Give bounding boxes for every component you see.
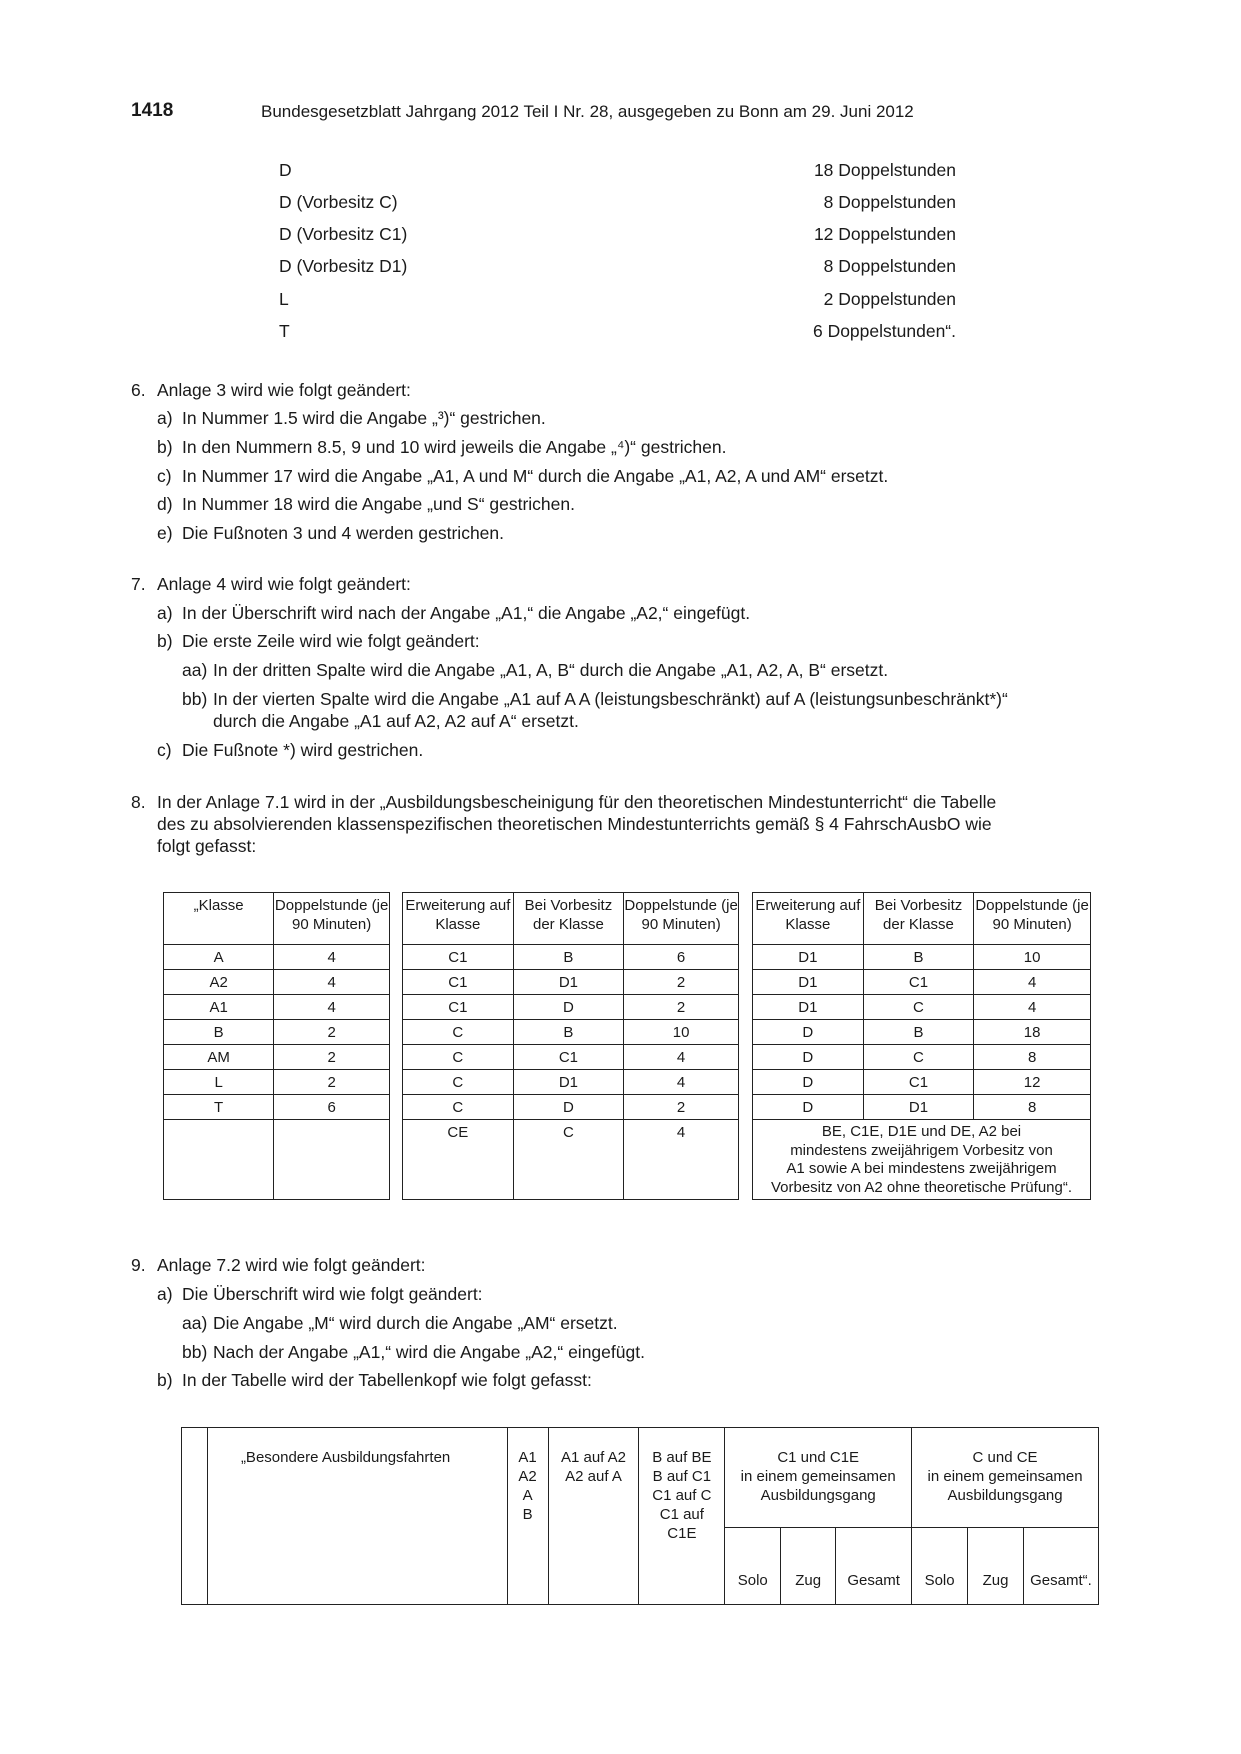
item-number: 6. xyxy=(131,380,146,400)
item-number: 9. xyxy=(131,1255,146,1275)
table-cell: 4 xyxy=(624,1045,739,1070)
table-cell: 2 xyxy=(624,1095,739,1120)
list-item-value: 12 Doppelstunden xyxy=(813,224,956,244)
table-cell: D xyxy=(513,1095,624,1120)
table-cell: C1 xyxy=(403,945,514,970)
sub-text: In der Überschrift wird nach der Angabe „A1,“ die Angabe „A2,“ eingefügt. xyxy=(182,603,751,623)
table-header-line: A1 auf A2 xyxy=(560,1449,627,1466)
table-cell: C1 xyxy=(403,970,514,995)
class-double-lessons-table xyxy=(163,892,390,1200)
table-subheader: Gesamt xyxy=(836,1528,912,1605)
sub-label: b) xyxy=(157,1370,173,1390)
table-header-line: A2 auf A xyxy=(565,1468,622,1485)
table-cell: 4 xyxy=(974,995,1091,1020)
table-cell: 2 xyxy=(624,970,739,995)
table-cell: D1 xyxy=(863,1095,974,1120)
page-number: 1418 xyxy=(131,100,174,121)
subsub-text: durch die Angabe „A1 auf A2, A2 auf A“ ersetzt. xyxy=(213,711,579,731)
item-number: 8. xyxy=(131,792,146,812)
table-cell: 12 xyxy=(974,1070,1091,1095)
table-subheader: Zug xyxy=(781,1528,836,1605)
table-cell: 2 xyxy=(624,995,739,1020)
table-cell: 4 xyxy=(624,1070,739,1095)
list-item-class: L xyxy=(279,289,289,309)
table-header: Erweiterung auf Klasse xyxy=(753,893,864,945)
item-text-line: des zu absolvierenden klassenspezifischen theoretischen Mindestunterrichts gemäß § 4 FahrschAusbO wie xyxy=(157,814,992,834)
table-cell: C xyxy=(863,995,974,1020)
item-text: Anlage 4 wird wie folgt geändert: xyxy=(157,574,411,594)
list-item-class: D (Vorbesitz C) xyxy=(279,192,398,212)
table-cell: A xyxy=(164,945,274,970)
subsub-text: Die Angabe „M“ wird durch die Angabe „AM“ ersetzt. xyxy=(213,1313,618,1333)
table-cell: 10 xyxy=(974,945,1091,970)
sub-text: Die Fußnoten 3 und 4 werden gestrichen. xyxy=(182,523,504,543)
sub-text: In Nummer 18 wird die Angabe „und S“ gestrichen. xyxy=(182,494,575,514)
subsub-text: In der vierten Spalte wird die Angabe „A1 auf A A (leistungsbeschränkt) auf A (leistungsunbeschränkt*)“ xyxy=(213,689,1008,709)
table-cell: 2 xyxy=(274,1070,390,1095)
table-header-line: in einem gemeinsamen xyxy=(740,1468,896,1485)
table-cell: 2 xyxy=(274,1045,390,1070)
item-text-line: In der Anlage 7.1 wird in der „Ausbildungsbescheinigung für den theoretischen Mindestunterricht“ die Tabelle xyxy=(157,792,997,812)
table-cell: D1 xyxy=(753,970,864,995)
table-header: Bei Vorbesitz der Klasse xyxy=(513,893,624,945)
table-header: Erweiterung auf Klasse xyxy=(403,893,514,945)
table-cell: C xyxy=(863,1045,974,1070)
table-cell: D1 xyxy=(753,945,864,970)
list-item-value: 8 Doppelstunden xyxy=(823,192,956,212)
table-cell: C1 xyxy=(513,1045,624,1070)
table-cell: 6 xyxy=(274,1095,390,1120)
sub-text: Die erste Zeile wird wie folgt geändert: xyxy=(182,631,480,651)
table-cell: C xyxy=(403,1020,514,1045)
table-header-line: B xyxy=(522,1506,533,1523)
table-header-line: C1 und C1E xyxy=(777,1449,860,1466)
table-cell: B xyxy=(513,1020,624,1045)
table-cell: 8 xyxy=(974,1045,1091,1070)
table-cell: L xyxy=(164,1070,274,1095)
table-header-line: B auf C1 xyxy=(652,1468,712,1485)
table-cell-empty xyxy=(164,1120,274,1200)
table-header xyxy=(548,1428,639,1605)
table-cell: 4 xyxy=(274,945,390,970)
table-cell: D1 xyxy=(513,970,624,995)
table-cell: 2 xyxy=(274,1020,390,1045)
table-header-line: C1 auf xyxy=(659,1506,704,1523)
sub-label: d) xyxy=(157,494,173,514)
table-cell: 4 xyxy=(274,970,390,995)
sub-label: c) xyxy=(157,740,172,760)
table-header-line: B auf BE xyxy=(652,1449,712,1466)
sub-label: b) xyxy=(157,631,173,651)
page-header-title: Bundesgesetzblatt Jahrgang 2012 Teil I Nr. 28, ausgegeben zu Bonn am 29. Juni 2012 xyxy=(261,102,914,121)
table-cell-empty xyxy=(274,1120,390,1200)
table-header-line: Ausbildungsgang xyxy=(947,1487,1063,1504)
list-item-value: 6 Doppelstunden“. xyxy=(812,321,956,341)
table-cell: D xyxy=(753,1020,864,1045)
table-cell: C1 xyxy=(403,995,514,1020)
table-cell: B xyxy=(164,1020,274,1045)
subsub-label: aa) xyxy=(182,660,208,680)
sub-label: a) xyxy=(157,603,173,623)
table-header: „Klasse xyxy=(164,893,274,945)
sub-label: e) xyxy=(157,523,173,543)
table-cell: D xyxy=(753,1045,864,1070)
list-item-class: D xyxy=(279,160,292,180)
item-number: 7. xyxy=(131,574,146,594)
table-header: Doppelstunde (je 90 Minuten) xyxy=(624,893,739,945)
table-cell: B xyxy=(863,945,974,970)
table-cell-empty xyxy=(182,1428,208,1605)
table-header: Doppelstunde (je 90 Minuten) xyxy=(974,893,1091,945)
table-cell: 4 xyxy=(974,970,1091,995)
item-text: Anlage 7.2 wird wie folgt geändert: xyxy=(157,1255,426,1275)
table-header-line: C1 auf C xyxy=(652,1487,712,1504)
sub-text: In Nummer 1.5 wird die Angabe „³)“ gestrichen. xyxy=(182,408,546,428)
table-header-line: A2 xyxy=(518,1468,537,1485)
table-cell: C xyxy=(403,1045,514,1070)
sub-text: In Nummer 17 wird die Angabe „A1, A und M“ durch die Angabe „A1, A2, A und AM“ ersetzt. xyxy=(182,466,889,486)
table-cell: 8 xyxy=(974,1095,1091,1120)
sub-text: Die Überschrift wird wie folgt geändert: xyxy=(182,1284,483,1304)
table-group-header xyxy=(912,1428,1099,1528)
table-header-line: in einem gemeinsamen xyxy=(927,1468,1083,1485)
list-item-value: 18 Doppelstunden xyxy=(813,160,956,180)
table-header: „Besondere Ausbildungsfahrten xyxy=(207,1428,507,1605)
extension-d-table xyxy=(752,892,1091,1200)
table-cell: D1 xyxy=(753,995,864,1020)
subsub-text: Nach der Angabe „A1,“ wird die Angabe „A2,“ eingefügt. xyxy=(213,1342,645,1362)
table-cell: B xyxy=(513,945,624,970)
table-header xyxy=(639,1428,725,1605)
table-header-line: C und CE xyxy=(972,1449,1038,1466)
table-subheader: Zug xyxy=(968,1528,1024,1605)
table-cell: 10 xyxy=(624,1020,739,1045)
table-cell: C xyxy=(403,1070,514,1095)
table-cell: 18 xyxy=(974,1020,1091,1045)
sub-label: c) xyxy=(157,466,172,486)
sub-label: a) xyxy=(157,408,173,428)
table-cell: 6 xyxy=(624,945,739,970)
table-cell: 4 xyxy=(274,995,390,1020)
table-note-line: Vorbesitz von A2 ohne theoretische Prüfung“. xyxy=(770,1178,1073,1196)
sub-text: Die Fußnote *) wird gestrichen. xyxy=(182,740,424,760)
table-cell: D1 xyxy=(513,1070,624,1095)
sub-text: In den Nummern 8.5, 9 und 10 wird jeweils die Angabe „⁴)“ gestrichen. xyxy=(182,437,727,457)
table-cell: C1 xyxy=(863,970,974,995)
table-cell: CE xyxy=(403,1120,514,1200)
item-text-line: folgt gefasst: xyxy=(157,836,257,856)
subsub-label: bb) xyxy=(182,689,208,709)
training-drives-header-table xyxy=(181,1427,1099,1605)
table-cell: C xyxy=(513,1120,624,1200)
table-header-line: A1 xyxy=(518,1449,537,1466)
table-cell: D xyxy=(753,1070,864,1095)
table-cell: B xyxy=(863,1020,974,1045)
table-cell: T xyxy=(164,1095,274,1120)
table-note-line: BE, C1E, D1E und DE, A2 bei xyxy=(821,1123,1022,1140)
table-cell: 4 xyxy=(624,1120,739,1200)
table-header: Doppelstunde (je 90 Minuten) xyxy=(274,893,390,945)
table-subheader: Solo xyxy=(912,1528,968,1605)
table-cell: D xyxy=(753,1095,864,1120)
sub-label: b) xyxy=(157,437,173,457)
table-note-line: A1 sowie A bei mindestens zweijährigem xyxy=(786,1160,1057,1177)
sub-text: In der Tabelle wird der Tabellenkopf wie folgt gefasst: xyxy=(182,1370,592,1390)
table-cell: A2 xyxy=(164,970,274,995)
table-cell: AM xyxy=(164,1045,274,1070)
table-header-line: A xyxy=(522,1487,533,1504)
list-item-class: T xyxy=(279,321,290,341)
table-subheader: Gesamt“. xyxy=(1023,1528,1098,1605)
subsub-text: In der dritten Spalte wird die Angabe „A1, A, B“ durch die Angabe „A1, A2, A, B“ ersetzt. xyxy=(213,660,889,680)
table-note-line: mindestens zweijährigem Vorbesitz von xyxy=(790,1141,1053,1159)
list-item-value: 8 Doppelstunden xyxy=(823,256,956,276)
extension-c-table xyxy=(402,892,739,1200)
sub-label: a) xyxy=(157,1284,173,1304)
table-subheader: Solo xyxy=(725,1528,781,1605)
table-header-line: C1E xyxy=(667,1525,697,1542)
table-header xyxy=(507,1428,548,1605)
list-item-class: D (Vorbesitz C1) xyxy=(279,224,408,244)
table-cell: C xyxy=(403,1095,514,1120)
table-header-line: Ausbildungsgang xyxy=(760,1487,876,1504)
list-item-value: 2 Doppelstunden xyxy=(823,289,956,309)
table-cell: D xyxy=(513,995,624,1020)
item-text: Anlage 3 wird wie folgt geändert: xyxy=(157,380,411,400)
table-cell: C1 xyxy=(863,1070,974,1095)
table-header: Bei Vorbesitz der Klasse xyxy=(863,893,974,945)
list-item-class: D (Vorbesitz D1) xyxy=(279,256,408,276)
subsub-label: bb) xyxy=(182,1342,208,1362)
subsub-label: aa) xyxy=(182,1313,208,1333)
table-cell: A1 xyxy=(164,995,274,1020)
table-note-cell xyxy=(753,1120,1091,1200)
table-group-header xyxy=(725,1428,912,1528)
